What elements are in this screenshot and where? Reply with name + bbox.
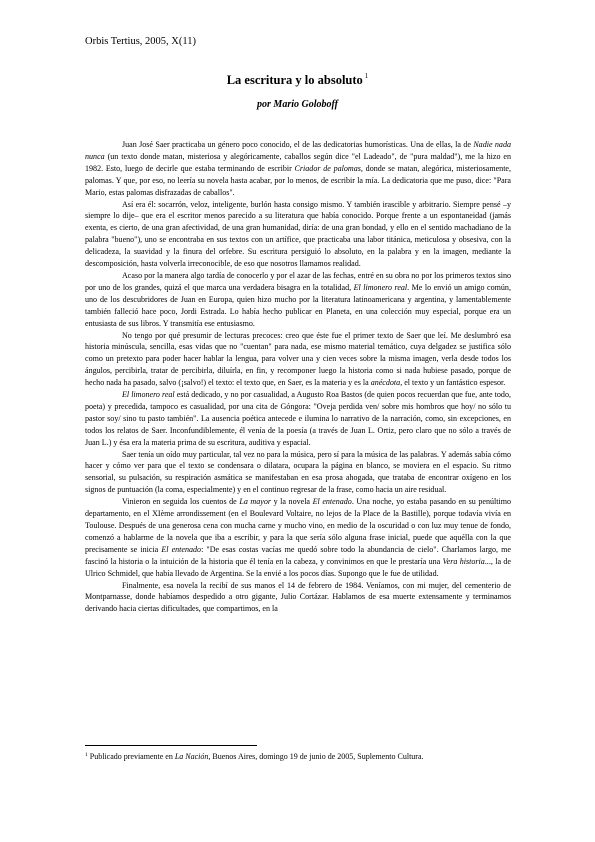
paragraph-text: , el texto y un fantástico espesor. <box>400 378 506 388</box>
footnote-mark: 1 <box>85 752 88 758</box>
paragraph-text: ..., la de Ulrico Schmidel, que había llevado de Argentina. Se la envié a los pocos días. Supongo que le fue de utilidad. <box>85 556 511 578</box>
emphasis: anécdota <box>370 378 401 388</box>
paragraph-4 <box>85 330 511 390</box>
article-title-text: La escritura y lo absoluto <box>226 73 363 87</box>
book-title: La mayor <box>239 497 271 507</box>
book-title: Criador de palomas <box>294 163 361 173</box>
paragraph-8: Finalmente, esa novela la recibí de sus manos el 14 de febrero de 1984. Veníamos, con mi mujer, del cementerio de Montparnasse, donde habíamos despedido a otro gigante, Julio Cortázar. Hablamos de esa muerte extensamente y terminamos derivando hacia ciertas dificultades, que compartimos, en la <box>85 580 511 614</box>
paragraph-text: . Me lo envió un amigo común, uno de los descubridores de Juan en Europa, quien hizo mucho por la literatura latinoamericana y argentina, y lamentablemente también falleció hace poco, Jordi Estrada. Lo había hecho publicar en Planeta, en una colección muy especial, porque era un entusiasta de sus libros. Y transmitía ese entusiasmo. <box>85 282 511 328</box>
paragraph-5 <box>85 389 511 449</box>
article-author: por Mario Goloboff <box>257 99 338 110</box>
paragraph-text: , donde se matan, alegórica, misteriosamente, palomas. Y que, por eso, no leería su novela hasta acabar, por lo menos, de escribir la mía. La dedicatoria que me puso, dice: "Para Mario, estas palomas disfrazadas de caballos". <box>85 163 512 197</box>
paragraph-text: : "De esas costas vacías me quedó sobre todo la abundancia de cielo". Charlamos largo, me fascinó la historia o la intuición de la historia que él tenía en la cabeza, y convinimos en que le prestaría una <box>85 544 511 566</box>
paragraph-text: Acaso por la manera algo tardía de conocerlo y por el azar de las fechas, entré en su obra no por los primeros textos sino por uno de los grandes, quizá el que marca una verdadera bisagra en la totalidad, <box>85 270 511 292</box>
journal-header: Orbis Tertius, 2005, X(11) <box>85 36 196 47</box>
book-title: El limonero real <box>353 282 408 292</box>
paragraph-text: Vinieron en seguida los cuentos de <box>122 497 240 507</box>
paragraph-text: . Una noche, yo estaba pasando en su penúltimo departamento, en el XIème arrondissement (en el Boulevard Voltaire, no lejos de la Place de la Bastille), porque todavía vivía en Toulouse. Después de una generosa cena con mucha carne y mucho vino, en medio de la oscuridad o con luz muy tenue de fondo, comenzó a hablarme de la novela que iba a escribir, y para la que sería sólo alguna frase inicial, puede que aquélla con la que precisamente se inicia <box>85 497 512 554</box>
book-title: El entenado <box>312 497 352 507</box>
paragraph-3 <box>85 270 511 330</box>
book-title: Vera historia <box>442 556 485 566</box>
article-title <box>0 72 595 88</box>
paragraph-text: No tengo por qué presumir de lecturas precoces: creo que éste fue el primer texto de Saer que leí. Me deslumbró esa historia minúscula, sencilla, esas vidas que no "cuentan" para nada, ese mismo material temático, cuya delgadez se justifica sólo como un pretexto para poder hacer hablar la lengua, para volver una y cien veces sobre la misma imagen, verla desde todos los ángulos, percibirla, tratar de percibirla, diluírla, en fin, y recomponer luego la historia como si nada hubiese pasado, porque de hecho nada ha pasado, salvo (¡salvo!) el texto: el texto que, en Saer, es la materia y es la <box>85 330 511 388</box>
book-title: Nadie nada nunca <box>85 140 512 161</box>
paragraph-7 <box>85 496 511 579</box>
paragraph-1 <box>85 139 511 199</box>
paragraph-text: Juan José Saer practicaba un género poco conocido, el de las dedicatorias humorísticas. Una de ellas, la de <box>122 140 474 149</box>
newspaper-title: La Nación <box>174 752 209 761</box>
paragraph-text: está dedicado, y no por casualidad, a Augusto Roa Bastos (de quien pocos recuerdan que fue, ante todo, poeta) y precedida, tampoco es casualidad, por una cita de Góngora: "Oveja perdida ven/ sobre mis hombros que hoy/ no sólo tu pastor soy/ sino tu pasto también". La ausencia poética antecede e ilumina lo narrativo de la narración, como, sin excepciones, en todos los relatos de Saer. Inconfundiblemente, él venía de la poesía (a través de Juan L. Ortiz, pero claro que no sólo a través de Juan L.) y ésa era la materia prima de su escritura, auditiva y espacial. <box>85 390 511 447</box>
title-footnote-mark[interactable]: 1 <box>364 72 369 80</box>
footnote-divider <box>85 745 257 746</box>
paragraph-6: Saer tenía un oído muy particular, tal vez no para la música, pero sí para la música de las palabras. Y además sabía cómo hacer y cómo ver para que el texto se condensara o dilatara, ocupara la página en blanco, se moviera en el espacio. Su ritmo sensorial, su pulsación, su respiración asmática se manifestaban en esa prosa ahogada, que trataba de encontrar oxígeno en los signos de puntuación (la coma, especialmente) y en el continuo regresar de la frase, como hacia un aire residual. <box>85 449 511 495</box>
footnote <box>85 750 525 762</box>
footnote-text: Publicado previamente en <box>87 752 175 761</box>
paragraph-text: y la novela <box>270 497 313 507</box>
paragraph-2: Así era él: socarrón, veloz, inteligente, burlón hasta consigo mismo. Y también irascible y arbitrario. Siempre pensé –y siempre lo dije– que era el escritor menos parecido a su literatura que había conocido. Porque frente a un espontaneidad (jamás exenta, es cierto, de una gran afectividad, de una gran humanidad, diría: de una gran bondad, y ello en el sentido machadiano de la palabra "bueno"), uno se encontraba en sus textos con un artífice, que practicaba una labor titánica, meticulosa y obsesiva, con la delicadeza, la suavidad y la finura del orfebre. Su escritura persiguió lo absoluto, en la palabra y en la imagen, mediante la descomposición, hasta volverla irreconocible, de eso que nosotros llamamos realidad. <box>85 199 511 269</box>
book-title: El entenado <box>161 544 202 554</box>
book-title: El limonero real <box>122 390 175 400</box>
paragraph-text: (un texto donde matan, misteriosa y alegóricamente, caballos según dice "el Ladeado", de "pura maldad"), me la hizo en 1982. Esto, luego de decirle que estaba terminando de escribir <box>85 151 511 173</box>
article-body <box>85 139 511 615</box>
footnote-text: , Buenos Aires, domingo 19 de junio de 2005, Suplemento Cultura. <box>208 752 424 761</box>
